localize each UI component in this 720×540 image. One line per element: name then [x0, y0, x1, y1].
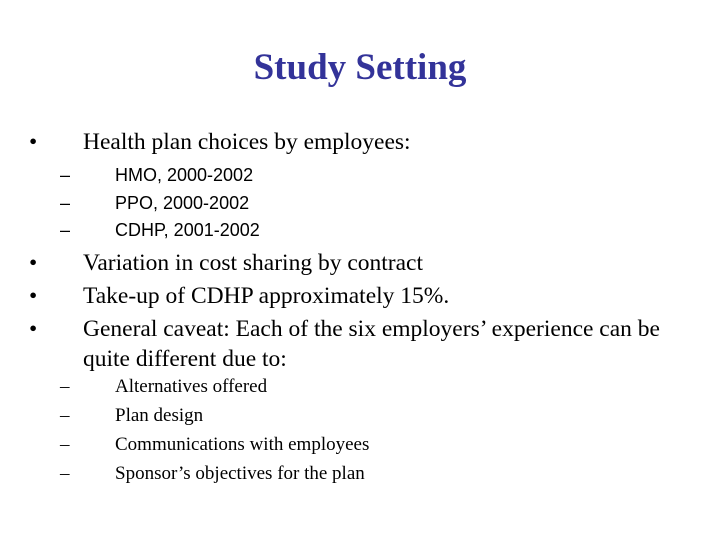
bullet-text: Variation in cost sharing by contract — [83, 250, 424, 276]
bullet-text: Take-up of CDHP approximately 15%. — [83, 283, 450, 309]
bullet-text: General caveat: Each of the six employers’ experience can be quite different due to: — [83, 316, 660, 372]
sub-bullet-marker: – — [60, 434, 70, 455]
sub-bullet-text: CDHP, 2001-2002 — [115, 220, 260, 240]
sub-bullet-text: Alternatives offered — [115, 376, 268, 397]
sub-bullet-marker: – — [60, 463, 70, 484]
sub-bullet-text: HMO, 2000-2002 — [115, 165, 254, 185]
bullet-marker: • — [29, 283, 38, 309]
bullet-marker: • — [29, 250, 38, 276]
sub-bullet-marker: – — [60, 376, 70, 397]
sub-bullet-text: Communications with employees — [115, 434, 370, 455]
sub-bullet-text: Sponsor’s objectives for the plan — [115, 463, 365, 484]
bullet-marker: • — [29, 129, 38, 155]
bullet-text: Health plan choices by employees: — [83, 129, 411, 155]
sub-bullet-text: Plan design — [115, 405, 204, 426]
sub-bullet-marker: – — [60, 165, 71, 185]
sub-bullet-marker: – — [60, 193, 71, 213]
sub-bullet-marker: – — [60, 405, 70, 426]
slide-title: Study Setting — [253, 47, 467, 88]
sub-bullet-text: PPO, 2000-2002 — [115, 193, 250, 213]
sub-bullet-marker: – — [60, 220, 71, 240]
bullet-marker: • — [29, 316, 38, 342]
